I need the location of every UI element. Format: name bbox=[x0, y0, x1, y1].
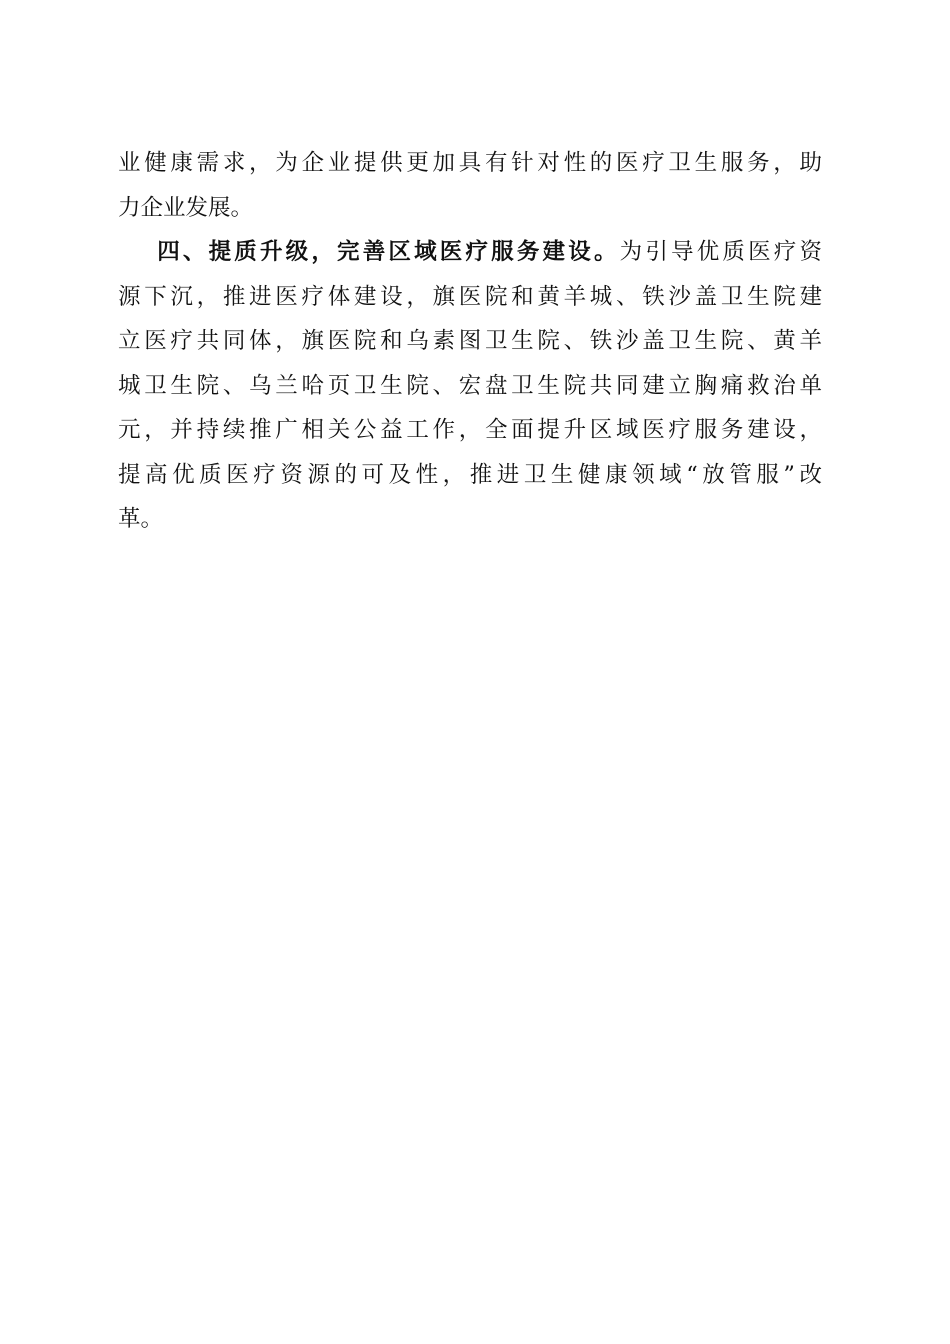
section-4-line-2: 源下沉，推进医疗体建设，旗医院和黄羊城、铁沙盖卫生院建 bbox=[118, 283, 822, 310]
section-4-heading: 四、提质升级，完善区域医疗服务建设。 bbox=[154, 239, 620, 265]
section-4-line-6: 提高优质医疗资源的可及性，推进卫生健康领域“放管服”改 bbox=[118, 461, 822, 488]
section-4-line-1 bbox=[118, 230, 822, 275]
document-body bbox=[118, 141, 822, 542]
section-4-line-1-text: 为引导优质医疗资 bbox=[619, 239, 822, 265]
section-4-line-3: 立医疗共同体，旗医院和乌素图卫生院、铁沙盖卫生院、黄羊 bbox=[118, 328, 822, 354]
section-4-line-4: 城卫生院、乌兰哈页卫生院、宏盘卫生院共同建立胸痛救治单 bbox=[118, 372, 822, 399]
section-4-line-7: 革。 bbox=[118, 506, 164, 532]
paragraph-continuation-line-2: 力企业发展。 bbox=[118, 194, 254, 221]
paragraph-continuation-line-1: 业健康需求，为企业提供更加具有针对性的医疗卫生服务，助 bbox=[118, 150, 822, 176]
section-4-line-5: 元，并持续推广相关公益工作，全面提升区域医疗服务建设， bbox=[118, 417, 822, 443]
